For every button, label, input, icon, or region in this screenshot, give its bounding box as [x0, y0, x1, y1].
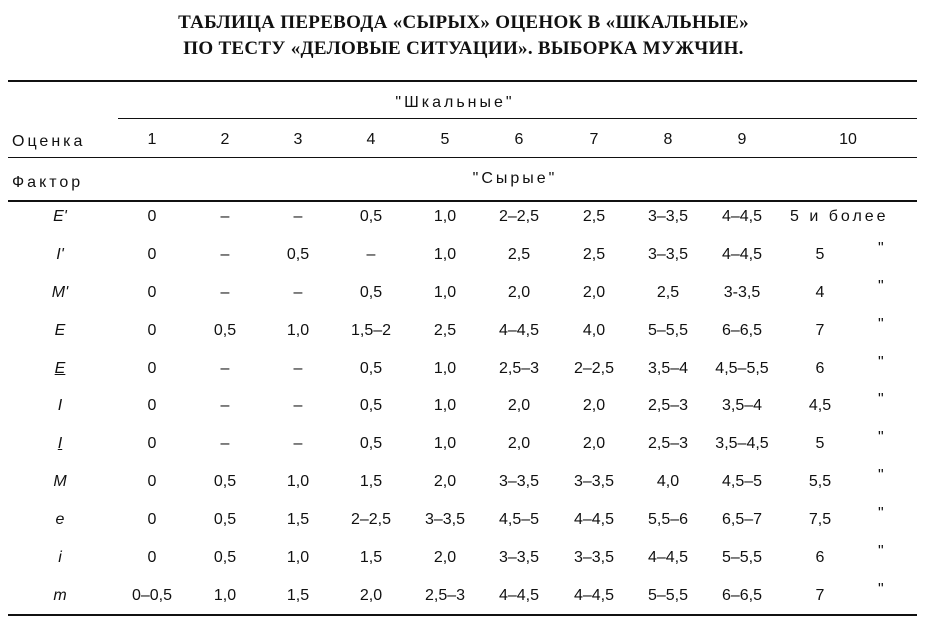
bottom-rule — [8, 614, 917, 616]
table-cell: – — [220, 284, 230, 301]
table-cell: 1,0 — [433, 284, 457, 301]
table-cell: 4,5–5,5 — [715, 360, 769, 377]
table-cell: 1,5 — [359, 549, 383, 566]
table-cell: 0,5 — [213, 549, 237, 566]
title-line-1: ТАБЛИЦА ПЕРЕВОДА «СЫРЫХ» ОЦЕНОК В «ШКАЛЬНЫЕ» — [178, 12, 749, 33]
table-cell: 4–4,5 — [498, 322, 540, 339]
table-cell: – — [220, 397, 230, 414]
table-cell: 2,5–3 — [498, 360, 540, 377]
table-cell: – — [293, 360, 303, 377]
column-header-4: 4 — [366, 131, 376, 148]
table-cell: 1,0 — [433, 208, 457, 225]
column-header-9: 9 — [737, 131, 747, 148]
table-cell: 1,5–2 — [350, 322, 392, 339]
table-cell: 6–6,5 — [721, 587, 763, 604]
scale-header: "Шкальные" — [395, 94, 515, 111]
table-cell: 0,5 — [213, 511, 237, 528]
table-cell: 2,5–3 — [647, 435, 689, 452]
table-cell: 1,5 — [286, 587, 310, 604]
table-cell: 0,5 — [359, 208, 383, 225]
table-cell: 5,5 — [808, 473, 832, 490]
table-cell: 1,0 — [433, 246, 457, 263]
factor-label: M' — [51, 284, 69, 301]
table-cell: 4–4,5 — [498, 587, 540, 604]
table-cell: 2,5 — [433, 322, 457, 339]
table-cell: 4,5–5 — [721, 473, 763, 490]
table-cell: 5–5,5 — [647, 322, 689, 339]
table-cell: 2,0 — [433, 473, 457, 490]
table-cell: 3-3,5 — [723, 284, 761, 301]
header-rule-2 — [8, 157, 917, 158]
table-cell: 2,0 — [582, 435, 606, 452]
factor-label: I — [57, 435, 63, 452]
raw-header: "Сырые" — [472, 170, 558, 187]
table-cell: 0 — [147, 549, 157, 566]
table-cell: 1,5 — [359, 473, 383, 490]
column-header-6: 6 — [514, 131, 524, 148]
table-cell: 3–3,5 — [573, 473, 615, 490]
table-cell: 4,5 — [808, 397, 832, 414]
table-cell: 5 — [815, 435, 825, 452]
table-cell: 0 — [147, 322, 157, 339]
table-cell: 6 — [815, 360, 825, 377]
table-cell: 4 — [815, 284, 825, 301]
table-cell: 1,0 — [433, 435, 457, 452]
table-cell: 0,5 — [213, 473, 237, 490]
table-cell: 0 — [147, 435, 157, 452]
ditto-mark: " — [878, 354, 884, 371]
table-cell: – — [293, 435, 303, 452]
ditto-mark: " — [878, 581, 884, 598]
table-cell: 0–0,5 — [131, 587, 173, 604]
table-cell: 6–6,5 — [721, 322, 763, 339]
header-rule-1 — [118, 118, 917, 119]
table-cell: 0 — [147, 246, 157, 263]
table-cell: – — [293, 397, 303, 414]
table-cell: 1,0 — [433, 397, 457, 414]
table-cell: 1,0 — [286, 549, 310, 566]
table-cell: 1,0 — [286, 322, 310, 339]
table-cell: 1,0 — [213, 587, 237, 604]
column-header-7: 7 — [589, 131, 599, 148]
table-cell: – — [293, 208, 303, 225]
table-cell: 2,5 — [582, 208, 606, 225]
ditto-mark: " — [878, 505, 884, 522]
table-cell: 2,0 — [507, 397, 531, 414]
score-header: Оценка — [12, 133, 86, 150]
table-cell: 5 — [815, 246, 825, 263]
table-cell: 4,0 — [656, 473, 680, 490]
table-cell: 2,0 — [433, 549, 457, 566]
table-cell: 0,5 — [359, 435, 383, 452]
ditto-mark: " — [878, 391, 884, 408]
table-cell: 1,5 — [286, 511, 310, 528]
table-cell: 3,5–4 — [647, 360, 689, 377]
table-cell: 4,0 — [582, 322, 606, 339]
table-cell: 0 — [147, 284, 157, 301]
table-cell: 5–5,5 — [647, 587, 689, 604]
table-cell: 6 — [815, 549, 825, 566]
table-cell: 4–4,5 — [721, 246, 763, 263]
table-cell: 0 — [147, 511, 157, 528]
ditto-mark: " — [878, 316, 884, 333]
table-cell: 2,5 — [656, 284, 680, 301]
column-header-1: 1 — [147, 131, 157, 148]
table-cell: 2,5 — [507, 246, 531, 263]
table-cell: 3–3,5 — [498, 473, 540, 490]
column-header-2: 2 — [220, 131, 230, 148]
table-cell: 0 — [147, 208, 157, 225]
table-cell: 3,5–4,5 — [715, 435, 769, 452]
table-cell: 2,0 — [359, 587, 383, 604]
header-rule-3 — [8, 200, 917, 202]
table-cell: – — [293, 284, 303, 301]
ditto-mark: " — [878, 467, 884, 484]
table-cell: 2,0 — [582, 397, 606, 414]
factor-label: I' — [56, 246, 64, 263]
table-cell: – — [220, 208, 230, 225]
table-cell: 4–4,5 — [573, 587, 615, 604]
table-cell: 3–3,5 — [424, 511, 466, 528]
ditto-mark: " — [878, 543, 884, 560]
column-header-3: 3 — [293, 131, 303, 148]
table-cell: – — [366, 246, 376, 263]
factor-label: E — [54, 322, 66, 339]
table-cell: 0,5 — [359, 397, 383, 414]
table-cell: 5 и более — [790, 208, 889, 225]
table-cell: 4–4,5 — [721, 208, 763, 225]
factor-label: e — [55, 511, 65, 528]
table-cell: 2–2,5 — [573, 360, 615, 377]
factor-label: I — [57, 397, 63, 414]
table-cell: – — [220, 360, 230, 377]
title-line-2: ПО ТЕСТУ «ДЕЛОВЫЕ СИТУАЦИИ». ВЫБОРКА МУЖЧИН. — [183, 38, 744, 59]
table-cell: – — [220, 246, 230, 263]
ditto-mark: " — [878, 240, 884, 257]
table-cell: 7 — [815, 322, 825, 339]
table-cell: 6,5–7 — [721, 511, 763, 528]
table-cell: 2,5–3 — [424, 587, 466, 604]
table-cell: 2–2,5 — [498, 208, 540, 225]
table-cell: 0,5 — [213, 322, 237, 339]
table-cell: 5,5–6 — [647, 511, 689, 528]
column-header-5: 5 — [440, 131, 450, 148]
table-cell: 0,5 — [359, 284, 383, 301]
table-cell: 2,5–3 — [647, 397, 689, 414]
factor-label: M — [53, 473, 67, 490]
table-cell: 0 — [147, 397, 157, 414]
table-cell: 2,0 — [507, 284, 531, 301]
table-cell: 7,5 — [808, 511, 832, 528]
factor-label: m — [53, 587, 67, 604]
factor-label: E — [54, 360, 66, 377]
table-cell: 4–4,5 — [573, 511, 615, 528]
table-cell: 1,0 — [433, 360, 457, 377]
column-header-10: 10 — [839, 131, 857, 148]
table-cell: 2,5 — [582, 246, 606, 263]
table-cell: 0,5 — [359, 360, 383, 377]
table-cell: 3–3,5 — [647, 246, 689, 263]
column-header-8: 8 — [663, 131, 673, 148]
factor-label: i — [58, 549, 62, 566]
table-cell: – — [220, 435, 230, 452]
table-cell: 2–2,5 — [350, 511, 392, 528]
table-cell: 3–3,5 — [647, 208, 689, 225]
table-cell: 3–3,5 — [573, 549, 615, 566]
table-cell: 3–3,5 — [498, 549, 540, 566]
table-cell: 5–5,5 — [721, 549, 763, 566]
table-cell: 2,0 — [582, 284, 606, 301]
factor-header: Фактор — [12, 174, 84, 191]
table-cell: 7 — [815, 587, 825, 604]
ditto-mark: " — [878, 278, 884, 295]
table-cell: 4–4,5 — [647, 549, 689, 566]
factor-label: E' — [53, 208, 67, 225]
top-rule — [8, 80, 917, 82]
ditto-mark: " — [878, 429, 884, 446]
table-cell: 4,5–5 — [498, 511, 540, 528]
table-cell: 0 — [147, 360, 157, 377]
table-cell: 1,0 — [286, 473, 310, 490]
table-cell: 2,0 — [507, 435, 531, 452]
table-cell: 0 — [147, 473, 157, 490]
table-cell: 0,5 — [286, 246, 310, 263]
table-cell: 3,5–4 — [721, 397, 763, 414]
